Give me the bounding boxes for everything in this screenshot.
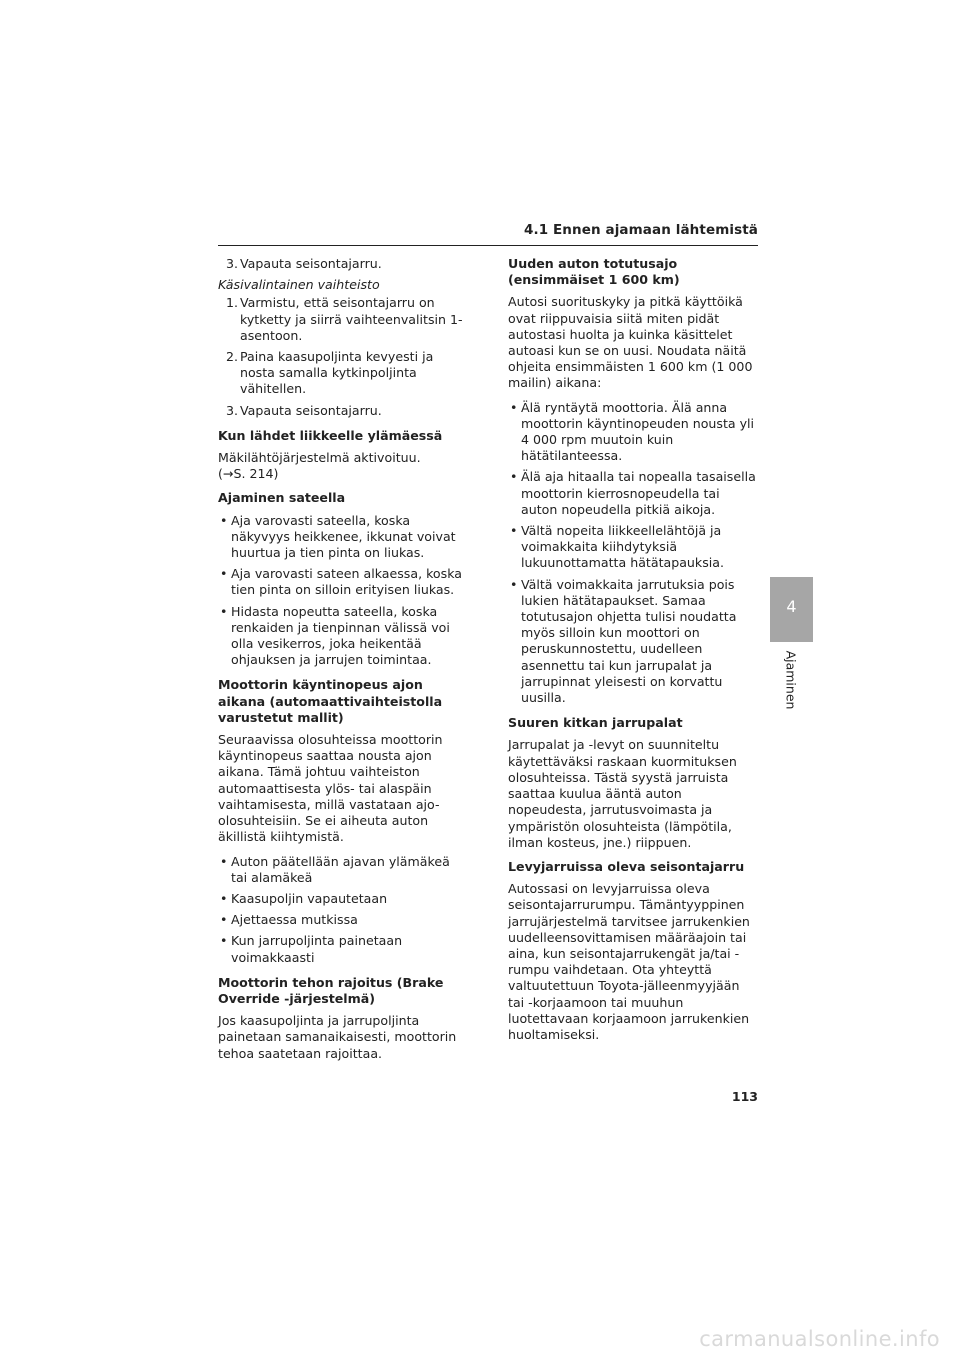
break-in-text: Autosi suorituskyky ja pitkä käyttöikä ovat riippuvaisia siitä miten pidät autostasi huolta ja kuinka käsittelet autoasi kun se on uusi. Noudata näitä ohjeita ensimmäisten 1 600 km (1 000 mailin) aikana: (508, 294, 753, 391)
page-number: 113 (731, 1089, 758, 1104)
chapter-number: 4 (786, 597, 797, 616)
brake-pads-text: Jarrupalat ja -levyt on suunniteltu käytettäväksi raskaan kuormituksen olosuhteissa. Tästä syystä jarruista saattaa kuulua ääntä auton nopeudesta, jarrutusvoimasta ja ympäristön olosuhteista (lämpötila, ilman kosteus, jne.) riippuen. (508, 737, 737, 850)
list-item: • Älä aja hitaalla tai nopealla tasaisella moottorin kierrosnopeudella tai auton nopeudella pitkiä aikoja. (510, 469, 756, 517)
list-item: • Vältä nopeita liikkeellelähtöjä ja voimakkaita kiihdytyksiä lukuunottamatta hätätapauksia. (510, 523, 724, 571)
page-reference: (→S. 214) (218, 466, 279, 482)
watermark: carmanualsonline.info (699, 1327, 940, 1351)
rain-heading: Ajaminen sateella (218, 490, 346, 506)
parking-brake-heading: Levyjarruissa oleva seisontajarru (508, 858, 745, 874)
numbered-step: 2. Paina kaasupoljinta kevyesti ja nosta samalla kytkinpoljinta vähitellen. (226, 349, 434, 397)
numbered-step: 3. Vapauta seisontajarru. (226, 402, 382, 418)
uphill-heading: Kun lähdet liikkeelle ylämäessä (218, 427, 443, 443)
left-column (218, 256, 468, 1070)
list-item: • Ajettaessa mutkissa (220, 912, 358, 928)
override-text: Jos kaasupoljinta ja jarrupoljinta painetaan samanaikaisesti, moottorin tehoa saatetaan rajoittaa. (218, 1013, 457, 1061)
list-item: • Hidasta nopeutta sateella, koska renkaiden ja tienpinnan välissä voi olla vesikerros, joka heikentää ohjauksen ja jarrujen toimintaa. (220, 603, 450, 668)
break-in-heading: Uuden auton totutusajo (ensimmäiset 1 600 km) (508, 256, 680, 288)
uphill-text: Mäkilähtöjärjestelmä aktivoituu. (218, 450, 421, 466)
list-item: • Auton päätellään ajavan ylämäkeä tai alamäkeä (220, 853, 450, 885)
override-heading: Moottorin tehon rajoitus (Brake Override -järjestelmä) (218, 974, 444, 1006)
page-header (218, 222, 758, 246)
numbered-step: 1. Varmistu, että seisontajarru on kytketty ja siirrä vaihteenvalitsin 1-asentoon. (226, 295, 463, 343)
manual-gearbox-title: Käsivalintainen vaihteisto (218, 277, 380, 293)
list-item: • Aja varovasti sateella, koska näkyvyys heikkenee, ikkunat voivat huurtua ja tien pinta on liukas. (220, 512, 456, 561)
right-column (508, 256, 758, 1051)
list-item: • Kaasupoljin vapautetaan (220, 890, 388, 906)
brake-pads-heading: Suuren kitkan jarrupalat (508, 715, 683, 731)
list-item: • Aja varovasti sateen alkaessa, koska tien pinta on silloin erityisen liukas. (220, 566, 462, 598)
rpm-heading: Moottorin käyntinopeus ajon aikana (automaattivaihteistolla varustetut mallit) (218, 677, 443, 725)
section-title: 4.1 Ennen ajamaan lähtemistä (523, 222, 758, 238)
numbered-step: 3. Vapauta seisontajarru. (226, 256, 382, 271)
chapter-tab (770, 577, 813, 642)
chapter-label: Ajaminen (783, 650, 799, 710)
list-item: • Älä ryntäytä moottoria. Älä anna moottorin käyntinopeuden nousta yli 4 000 rpm muutoin kuin hätätilanteessa. (510, 399, 755, 464)
rpm-text: Seuraavissa olosuhteissa moottorin käyntinopeus saattaa nousta ajon aikana. Tämä johtuu vaihteiston automaattisesta ylös- tai alaspäin vaihtamisesta, millä vastataan ajo-olosuhteisiin. Se ei aiheuta auton äkillistä kiihtymistä. (218, 732, 443, 845)
list-item: • Vältä voimakkaita jarrutuksia pois lukien hätätapaukset. Samaa totutusajon ohjetta tulisi noudatta myös silloin kun moottori on peruskunnostettu, uudelleen asennettu tai kun jarrupalat ja jarrupinnat yleisesti on korvattu uusilla. (510, 576, 737, 706)
parking-brake-text: Autossasi on levyjarruissa oleva seisontajarrurumpu. Tämäntyyppinen jarrujärjestelmä tarvitsee jarrukenkien uudelleensovittamisen määräajoin tai aina, kun seisontajarrukengät ja/tai -rumpu vaihdetaan. Ota yhteyttä valtuutettuun Toyota-jälleenmyyjään tai -korjaamoon tai muuhun luotettavaan korjaamoon jarrukenkien huoltamiseksi. (508, 881, 750, 1042)
list-item: • Kun jarrupoljinta painetaan voimakkaasti (220, 933, 403, 965)
